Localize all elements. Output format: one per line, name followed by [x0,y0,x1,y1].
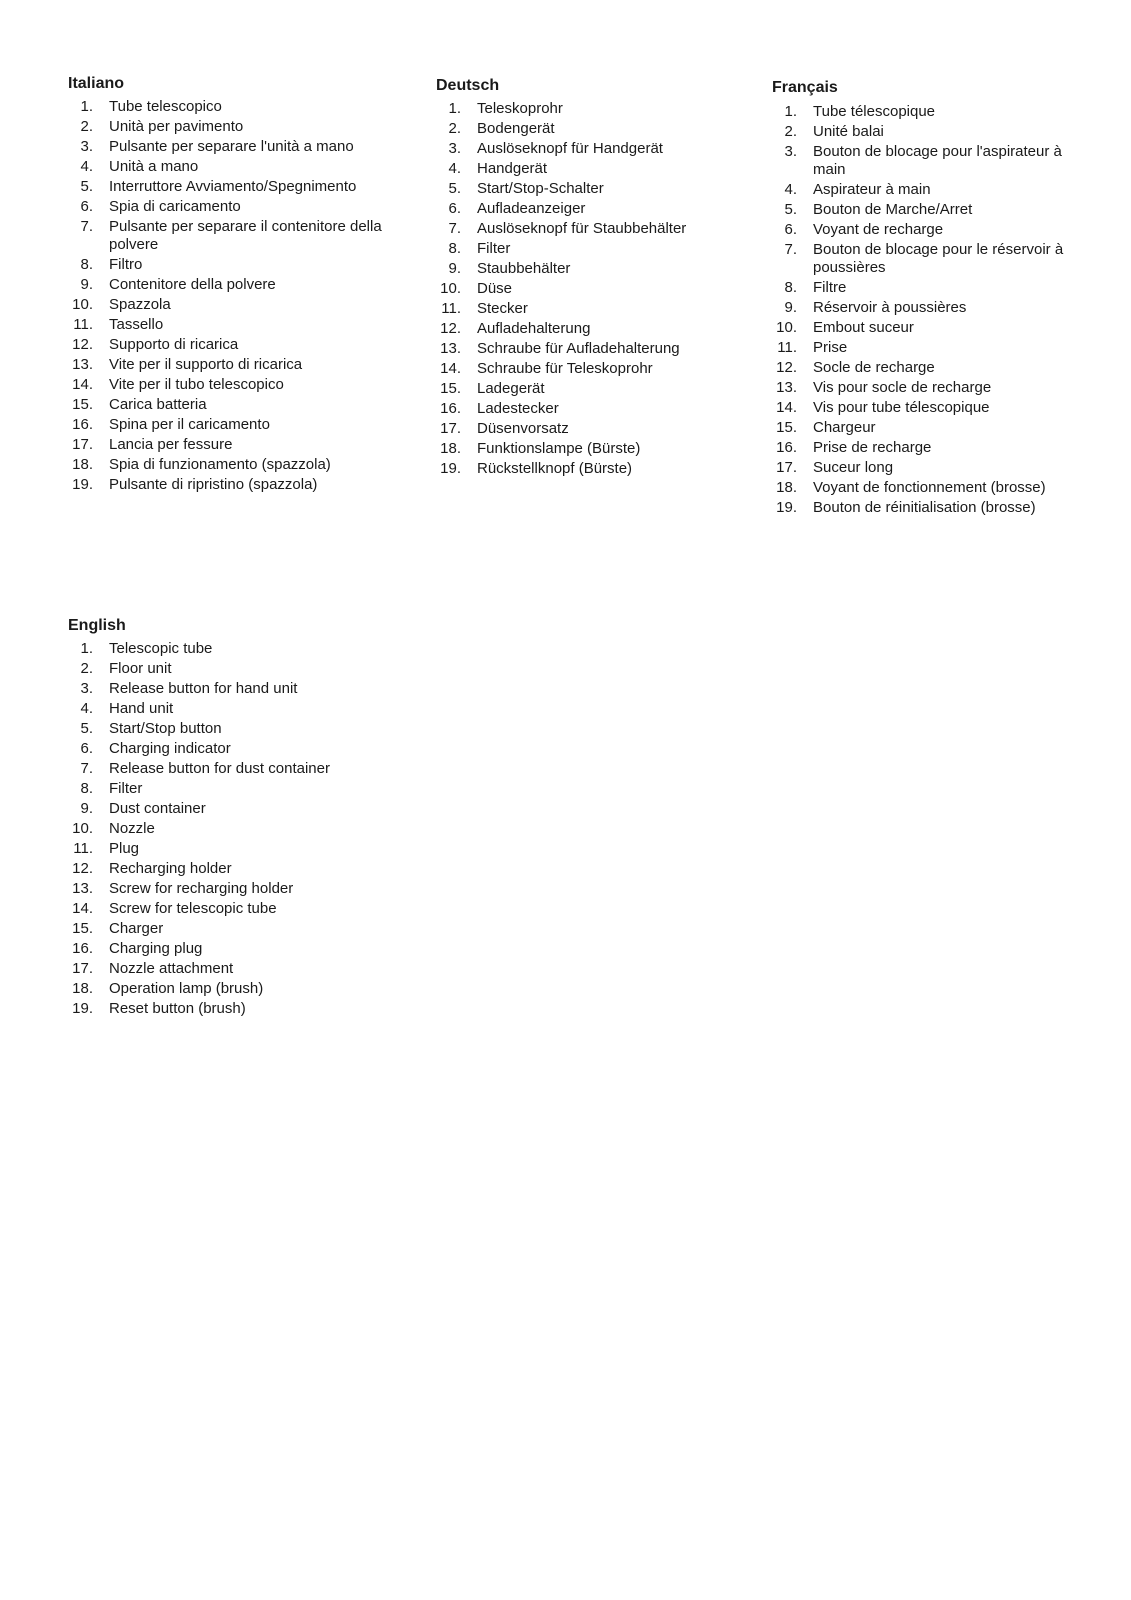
item-label: Floor unit [109,660,172,677]
list-item [68,218,408,254]
item-label: Interruttore Avviamento/Spegnimento [109,178,357,195]
list-item [68,700,408,718]
list-item [68,940,408,958]
item-number: 7. [784,241,797,258]
item-number: 2. [80,660,93,677]
item-label: Voyant de recharge [813,221,944,238]
list-item [68,416,408,434]
item-label: Tube télescopique [813,103,936,120]
item-label: Tube telescopico [109,98,222,115]
item-label: Spia di funzionamento (spazzola) [109,456,331,473]
list-item [436,280,746,298]
item-number: 2. [784,123,797,140]
item-label: Bouton de Marche/Arret [813,201,973,218]
section-francais [772,78,1072,519]
item-number: 1. [80,98,93,115]
item-label: Supporto di ricarica [109,336,239,353]
list-item [772,319,1072,337]
item-label: Handgerät [477,160,548,177]
section-italiano [68,74,408,496]
list-item [68,780,408,798]
item-number: 13. [72,880,93,897]
item-number: 17. [440,420,461,437]
list-item [68,880,408,898]
item-label: Stecker [477,300,528,317]
item-label: Unité balai [813,123,884,140]
list-item [68,840,408,858]
list-item [68,118,408,136]
list-item [772,241,1072,277]
list-item [68,178,408,196]
list-item [68,436,408,454]
item-label: Screw for recharging holder [109,880,294,897]
list-item [68,396,408,414]
item-label: Contenitore della polvere [109,276,276,293]
list-item [436,340,746,358]
list-item [772,439,1072,457]
list-item [772,143,1072,179]
list-item [68,760,408,778]
section-heading: English [68,617,126,634]
list-item [68,920,408,938]
item-label: Vis pour socle de recharge [813,379,992,396]
item-label: Prise [813,339,848,356]
section-heading: Français [772,79,838,96]
item-number: 17. [776,459,797,476]
list-item [436,420,746,438]
list-item [68,138,408,156]
item-label: Dust container [109,800,206,817]
list-item [772,123,1072,141]
item-label: Spia di caricamento [109,198,241,215]
item-number: 4. [448,160,461,177]
item-label: Bodengerät [477,120,555,137]
list-item [68,820,408,838]
list-item [436,120,746,138]
list-item [68,860,408,878]
item-label: Schraube für Aufladehalterung [477,340,680,357]
item-number: 5. [784,201,797,218]
item-number: 4. [80,700,93,717]
item-label: Aufladehalterung [477,320,591,337]
item-number: 6. [80,740,93,757]
item-number: 2. [448,120,461,137]
item-number: 8. [784,279,797,296]
item-number: 10. [72,820,93,837]
item-label: Nozzle [109,820,155,837]
list-item [68,98,408,116]
item-number: 14. [776,399,797,416]
list-item [772,181,1072,199]
list-item [68,356,408,374]
item-number: 3. [80,138,93,155]
item-number: 15. [776,419,797,436]
parts-list [68,640,408,1018]
list-item [436,300,746,318]
item-label: Start/Stop-Schalter [477,180,604,197]
list-item [68,720,408,738]
list-item [68,376,408,394]
item-label: Spazzola [109,296,171,313]
list-item [436,380,746,398]
list-item [436,260,746,278]
parts-list [436,100,746,478]
item-number: 9. [80,276,93,293]
list-item [772,399,1072,417]
item-label: Pulsante di ripristino (spazzola) [109,476,318,493]
list-item [68,980,408,998]
list-item [68,800,408,818]
list-item [68,680,408,698]
item-number: 14. [440,360,461,377]
list-item [436,220,746,238]
item-label: Release button for hand unit [109,680,298,697]
item-label: Prise de recharge [813,439,932,456]
item-label: Operation lamp (brush) [109,980,264,997]
item-label: Pulsante per separare l'unità a mano [109,138,354,155]
list-item [68,316,408,334]
item-number: 11. [73,840,93,857]
item-label: Ladegerät [477,380,545,397]
item-number: 7. [80,218,93,235]
list-item [436,180,746,198]
list-item [436,140,746,158]
item-number: 8. [80,256,93,273]
list-item [68,198,408,216]
item-label: Unità per pavimento [109,118,244,135]
item-number: 15. [72,396,93,413]
item-number: 16. [776,439,797,456]
item-number: 18. [72,980,93,997]
item-label: Pulsante per separare il contenitore della polvere [109,218,382,253]
item-number: 16. [440,400,461,417]
list-item [68,660,408,678]
item-label: Bouton de réinitialisation (brosse) [813,499,1036,516]
item-label: Teleskoprohr [477,100,563,117]
item-number: 4. [80,158,93,175]
item-label: Vis pour tube télescopique [813,399,990,416]
item-number: 19. [440,460,461,477]
item-number: 13. [72,356,93,373]
item-number: 12. [776,359,797,376]
list-item [772,221,1072,239]
list-item [68,296,408,314]
item-label: Düse [477,280,513,297]
list-item [68,276,408,294]
item-label: Tassello [109,316,164,333]
item-label: Plug [109,840,140,857]
item-label: Screw for telescopic tube [109,900,277,917]
list-item [436,200,746,218]
item-label: Auslöseknopf für Staubbehälter [477,220,687,237]
item-label: Auslöseknopf für Handgerät [477,140,663,157]
list-item [68,900,408,918]
list-item [436,240,746,258]
item-number: 19. [72,476,93,493]
list-item [436,460,746,478]
section-deutsch [436,76,746,480]
item-label: Release button for dust container [109,760,330,777]
item-label: Chargeur [813,419,876,436]
item-number: 13. [440,340,461,357]
item-number: 19. [72,1000,93,1017]
item-number: 11. [777,339,797,356]
item-label: Bouton de blocage pour l'aspirateur à main [813,143,1062,178]
parts-list [772,103,1072,517]
item-number: 5. [448,180,461,197]
section-heading: Italiano [68,75,125,92]
item-number: 1. [448,100,461,117]
item-number: 1. [784,103,797,120]
list-item [772,419,1072,437]
item-label: Spina per il caricamento [109,416,270,433]
item-label: Suceur long [813,459,894,476]
list-item [68,640,408,658]
list-item [68,158,408,176]
item-number: 14. [72,900,93,917]
item-label: Lancia per fessure [109,436,233,453]
item-label: Filtre [813,279,847,296]
item-label: Recharging holder [109,860,232,877]
item-number: 2. [80,118,93,135]
list-item [68,336,408,354]
item-number: 17. [72,436,93,453]
item-label: Bouton de blocage pour le réservoir à poussières [813,241,1064,276]
item-number: 8. [80,780,93,797]
item-number: 16. [72,416,93,433]
item-number: 5. [80,178,93,195]
item-number: 3. [80,680,93,697]
item-number: 18. [440,440,461,457]
item-number: 15. [440,380,461,397]
item-number: 12. [440,320,461,337]
item-number: 10. [440,280,461,297]
list-item [772,103,1072,121]
list-item [68,960,408,978]
list-item [772,279,1072,297]
item-label: Aufladeanzeiger [477,200,586,217]
item-number: 10. [72,296,93,313]
item-number: 10. [776,319,797,336]
item-label: Schraube für Teleskoprohr [477,360,653,377]
item-label: Telescopic tube [109,640,213,657]
item-label: Réservoir à poussières [813,299,967,316]
item-label: Staubbehälter [477,260,571,277]
item-label: Unità a mano [109,158,199,175]
item-label: Aspirateur à main [813,181,931,198]
item-label: Charging indicator [109,740,231,757]
list-item [772,299,1072,317]
list-item [68,1000,408,1018]
list-item [68,256,408,274]
item-label: Filter [477,240,511,257]
list-item [772,339,1072,357]
item-label: Reset button (brush) [109,1000,246,1017]
item-number: 19. [776,499,797,516]
list-item [772,479,1072,497]
item-number: 13. [776,379,797,396]
item-label: Filter [109,780,143,797]
item-label: Vite per il supporto di ricarica [109,356,303,373]
list-item [436,400,746,418]
list-item [436,360,746,378]
item-number: 8. [448,240,461,257]
list-item [772,459,1072,477]
item-number: 9. [80,800,93,817]
item-label: Socle de recharge [813,359,935,376]
list-item [436,160,746,178]
list-item [772,201,1072,219]
item-number: 4. [784,181,797,198]
item-label: Hand unit [109,700,174,717]
item-label: Filtro [109,256,143,273]
parts-list [68,98,408,494]
item-number: 9. [448,260,461,277]
item-label: Düsenvorsatz [477,420,569,437]
item-label: Carica batteria [109,396,207,413]
item-number: 6. [784,221,797,238]
item-number: 11. [73,316,93,333]
item-number: 15. [72,920,93,937]
item-number: 6. [448,200,461,217]
item-number: 12. [72,336,93,353]
item-label: Charger [109,920,164,937]
item-number: 7. [80,760,93,777]
section-english [68,616,408,1020]
list-item [436,100,746,118]
list-item [68,740,408,758]
item-label: Charging plug [109,940,203,957]
item-label: Voyant de fonctionnement (brosse) [813,479,1046,496]
item-number: 11. [441,300,461,317]
item-label: Funktionslampe (Bürste) [477,440,641,457]
item-number: 7. [448,220,461,237]
item-number: 1. [80,640,93,657]
item-number: 16. [72,940,93,957]
item-number: 3. [448,140,461,157]
item-number: 9. [784,299,797,316]
item-number: 6. [80,198,93,215]
list-item [772,379,1072,397]
item-number: 3. [784,143,797,160]
item-label: Rückstellknopf (Bürste) [477,460,633,477]
item-number: 14. [72,376,93,393]
list-item [772,499,1072,517]
item-number: 18. [72,456,93,473]
item-number: 18. [776,479,797,496]
list-item [68,476,408,494]
item-label: Embout suceur [813,319,914,336]
item-label: Start/Stop button [109,720,222,737]
item-number: 5. [80,720,93,737]
list-item [772,359,1072,377]
list-item [436,320,746,338]
list-item [68,456,408,474]
item-label: Ladestecker [477,400,559,417]
item-label: Vite per il tubo telescopico [109,376,284,393]
section-heading: Deutsch [436,77,500,94]
item-number: 12. [72,860,93,877]
item-number: 17. [72,960,93,977]
list-item [436,440,746,458]
item-label: Nozzle attachment [109,960,234,977]
